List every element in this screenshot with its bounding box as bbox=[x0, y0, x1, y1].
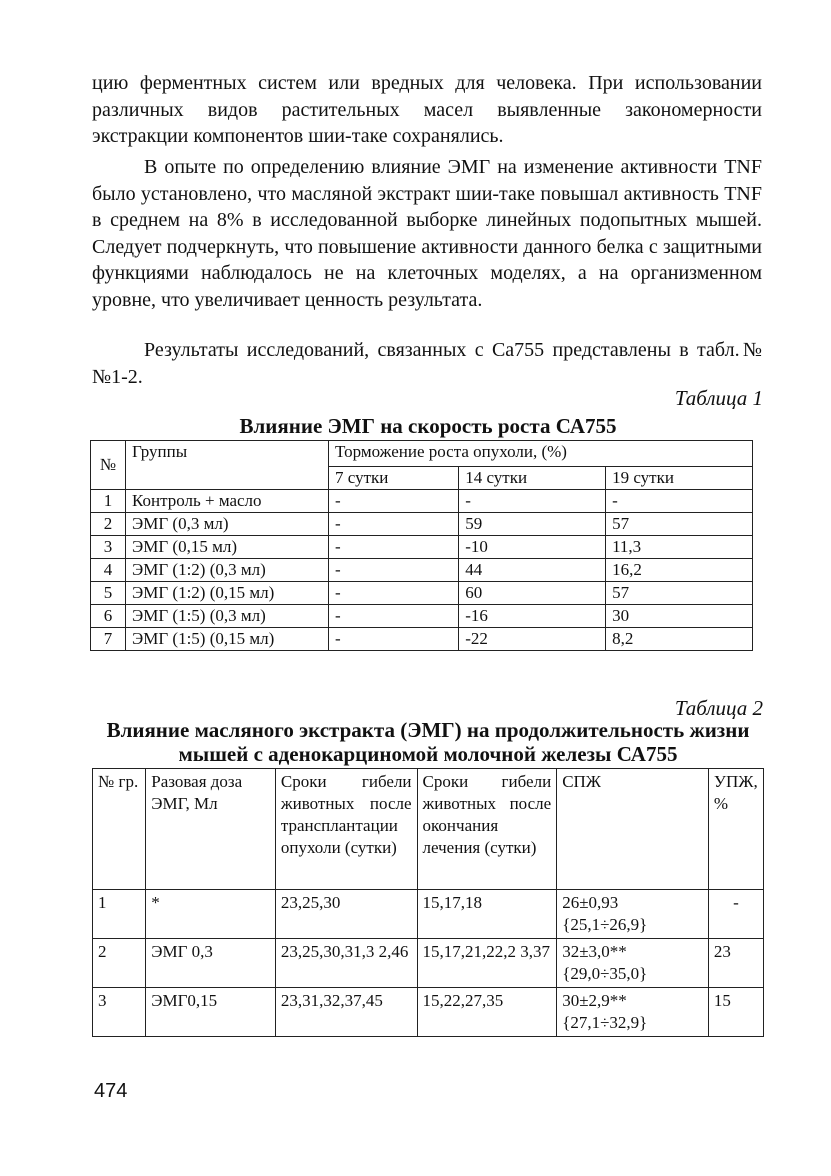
table2 bbox=[92, 768, 764, 1037]
table2-cell-upzh: 15 bbox=[708, 988, 763, 1037]
table2-cell-dose: ЭМГ 0,3 bbox=[146, 939, 276, 988]
table2-header-group: № гр. bbox=[93, 769, 146, 890]
table1-cell-d14: 44 bbox=[459, 559, 606, 582]
spzh-range: {29,0÷35,0} bbox=[562, 964, 648, 983]
table-row bbox=[91, 605, 753, 628]
table2-cell-upzh: - bbox=[708, 890, 763, 939]
table2-title: Влияние масляного экстракта (ЭМГ) на продолжительность жизни мышей с аденокарциномой молочной железы СА755 bbox=[106, 718, 750, 766]
spzh-range: {27,1÷32,9} bbox=[562, 1013, 648, 1032]
table1-cell-d19: 30 bbox=[606, 605, 753, 628]
spzh-value: 32±3,0** bbox=[562, 942, 627, 961]
table-row bbox=[91, 513, 753, 536]
table2-cell-spzh bbox=[557, 988, 709, 1037]
table-row bbox=[91, 490, 753, 513]
table1-cell-d7: - bbox=[329, 628, 459, 651]
spzh-range: {25,1÷26,9} bbox=[562, 915, 648, 934]
table2-cell-num: 1 bbox=[93, 890, 146, 939]
table-row bbox=[91, 582, 753, 605]
table1-cell-d14: 59 bbox=[459, 513, 606, 536]
table1-cell-d19: 8,2 bbox=[606, 628, 753, 651]
table2-cell-treatment: 15,22,27,35 bbox=[417, 988, 557, 1037]
table1-cell-num: 5 bbox=[91, 582, 126, 605]
table2-header-upzh: УПЖ, % bbox=[708, 769, 763, 890]
table1-cell-d19: 16,2 bbox=[606, 559, 753, 582]
table1-cell-group: Контроль + масло bbox=[126, 490, 329, 513]
table1-cell-d7: - bbox=[329, 582, 459, 605]
table-row bbox=[91, 536, 753, 559]
table1-cell-num: 4 bbox=[91, 559, 126, 582]
paragraph-2: В опыте по определению влияние ЭМГ на изменение активности TNF было установлено, что масляной экстракт шии-таке повышал активность TNF в среднем на 8% в исследованной выборке линейных подопытных мышей. Следует подчеркнуть, что повышение активности данного белка с защитными функциями наблюдалось не на клеточных моделях, а на организменном уровне, что увеличивает ценность результата. bbox=[92, 156, 762, 311]
table2-cell-spzh bbox=[557, 890, 709, 939]
table2-header-death-transplant: Сроки гибели животных после трансплантации опухоли (сутки) bbox=[275, 769, 417, 890]
table-row bbox=[91, 628, 753, 651]
table1-header-num: № bbox=[91, 441, 126, 490]
spzh-value: 26±0,93 bbox=[562, 893, 619, 912]
table-row bbox=[91, 559, 753, 582]
table1-cell-d7: - bbox=[329, 536, 459, 559]
table2-cell-spzh bbox=[557, 939, 709, 988]
table1-cell-num: 7 bbox=[91, 628, 126, 651]
table1-cell-group: ЭМГ (0,3 мл) bbox=[126, 513, 329, 536]
table2-cell-num: 3 bbox=[93, 988, 146, 1037]
table1-cell-d7: - bbox=[329, 513, 459, 536]
table1-header-day7: 7 сутки bbox=[329, 467, 459, 490]
table1-cell-d7: - bbox=[329, 559, 459, 582]
table1-title: Влияние ЭМГ на скорость роста СА755 bbox=[239, 414, 617, 438]
table1-cell-d14: 60 bbox=[459, 582, 606, 605]
table2-cell-transplant: 23,25,30,31,3 2,46 bbox=[275, 939, 417, 988]
table2-cell-upzh: 23 bbox=[708, 939, 763, 988]
table1 bbox=[90, 440, 753, 651]
table1-cell-d14: - bbox=[459, 490, 606, 513]
table2-header-spzh: СПЖ bbox=[557, 769, 709, 890]
table1-header-groups: Группы bbox=[126, 441, 329, 490]
table1-cell-num: 3 bbox=[91, 536, 126, 559]
table1-cell-d7: - bbox=[329, 490, 459, 513]
table2-cell-treatment: 15,17,18 bbox=[417, 890, 557, 939]
table1-cell-group: ЭМГ (1:5) (0,15 мл) bbox=[126, 628, 329, 651]
table2-cell-transplant: 23,31,32,37,45 bbox=[275, 988, 417, 1037]
table2-header-dose: Разовая доза ЭМГ, Мл bbox=[146, 769, 276, 890]
table1-header-inhibition: Торможение роста опухоли, (%) bbox=[329, 441, 753, 467]
table2-label: Таблица 2 bbox=[674, 696, 763, 720]
table2-cell-dose: ЭМГ0,15 bbox=[146, 988, 276, 1037]
table2-cell-transplant: 23,25,30 bbox=[275, 890, 417, 939]
table2-cell-dose: * bbox=[146, 890, 276, 939]
paragraph-3: Результаты исследований, связанных с Ca755 представлены в табл.№№1-2. bbox=[92, 339, 762, 388]
table1-cell-num: 2 bbox=[91, 513, 126, 536]
table1-header-day19: 19 сутки bbox=[606, 467, 753, 490]
table1-header-day14: 14 сутки bbox=[459, 467, 606, 490]
table1-cell-d19: 11,3 bbox=[606, 536, 753, 559]
table1-cell-num: 1 bbox=[91, 490, 126, 513]
table2-cell-treatment: 15,17,21,22,2 3,37 bbox=[417, 939, 557, 988]
table1-cell-d19: 57 bbox=[606, 513, 753, 536]
table1-cell-d19: 57 bbox=[606, 582, 753, 605]
table1-cell-d19: - bbox=[606, 490, 753, 513]
table1-label: Таблица 1 bbox=[674, 386, 763, 410]
table2-cell-num: 2 bbox=[93, 939, 146, 988]
table1-cell-group: ЭМГ (1:5) (0,3 мл) bbox=[126, 605, 329, 628]
table1-header-row bbox=[91, 441, 753, 467]
table-row bbox=[93, 939, 764, 988]
table1-cell-d7: - bbox=[329, 605, 459, 628]
table1-cell-group: ЭМГ (0,15 мл) bbox=[126, 536, 329, 559]
table1-cell-num: 6 bbox=[91, 605, 126, 628]
table1-cell-d14: -10 bbox=[459, 536, 606, 559]
table-row bbox=[93, 988, 764, 1037]
spzh-value: 30±2,9** bbox=[562, 991, 627, 1010]
table1-cell-group: ЭМГ (1:2) (0,15 мл) bbox=[126, 582, 329, 605]
table1-cell-d14: -16 bbox=[459, 605, 606, 628]
table1-cell-group: ЭМГ (1:2) (0,3 мл) bbox=[126, 559, 329, 582]
paragraph-1: цию ферментных систем или вредных для человека. При использовании различных видов растительных масел выявленные закономерности экстракции компонентов шии-таке сохранялись. bbox=[92, 72, 762, 147]
page-number: 474 bbox=[94, 1080, 128, 1102]
table-row bbox=[93, 890, 764, 939]
table2-header-death-treatment: Сроки гибели животных после окончания лечения (сутки) bbox=[417, 769, 557, 890]
table2-header-row bbox=[93, 769, 764, 890]
table1-cell-d14: -22 bbox=[459, 628, 606, 651]
